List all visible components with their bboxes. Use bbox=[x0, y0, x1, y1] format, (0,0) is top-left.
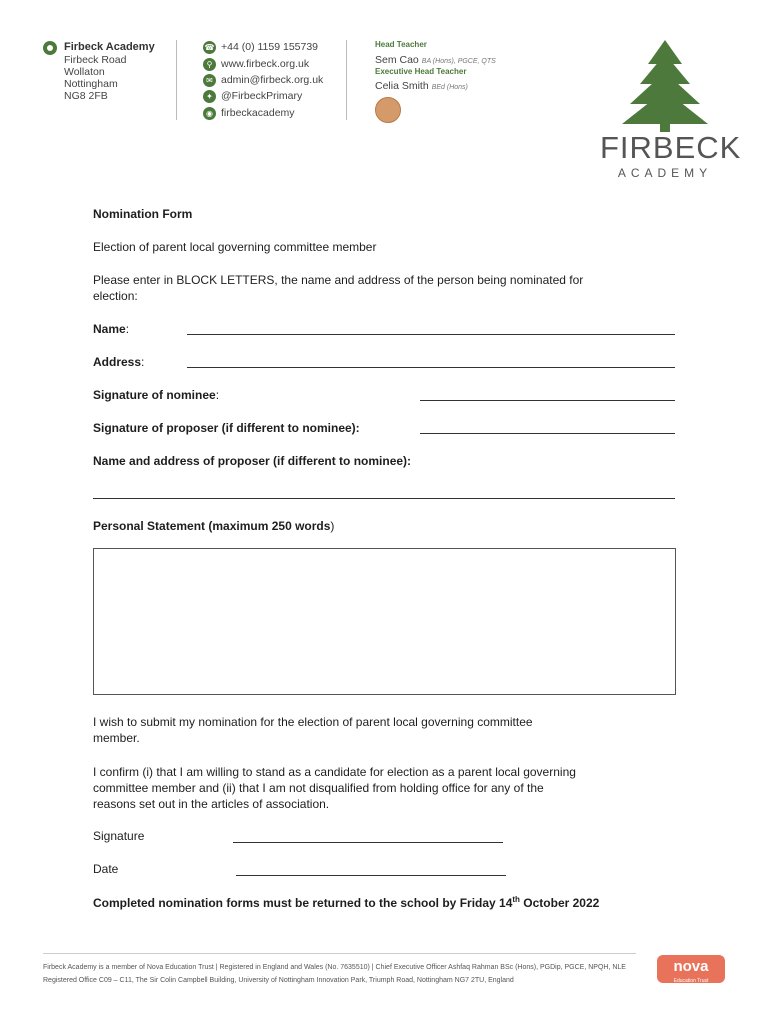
date-line[interactable] bbox=[236, 875, 506, 876]
instructions-line: election: bbox=[93, 289, 138, 303]
return-note bbox=[93, 895, 599, 910]
twitter-handle[interactable]: @FirbeckPrimary bbox=[221, 90, 303, 102]
instagram-icon: ◉ bbox=[203, 107, 216, 120]
instructions-line: Please enter in BLOCK LETTERS, the name and address of the person being nominated for bbox=[93, 273, 584, 287]
submit-line: I wish to submit my nomination for the election of parent local governing committee bbox=[93, 715, 533, 729]
nova-logo bbox=[657, 955, 725, 983]
label-colon: : bbox=[215, 388, 220, 402]
proposer-signature-label: Signature of proposer (if different to nominee): bbox=[93, 421, 360, 435]
phone-icon: ☎ bbox=[204, 43, 215, 52]
exec-head-name: Celia Smith bbox=[375, 80, 429, 92]
date-label: Date bbox=[93, 862, 119, 876]
submit-line: member. bbox=[93, 731, 140, 745]
location-pin-icon bbox=[43, 41, 57, 55]
confirm-line: committee member and (ii) that I am not disqualified from holding office for any of the bbox=[93, 781, 544, 795]
nominee-signature-field-label bbox=[93, 388, 219, 402]
twitter-icon: ✦ bbox=[203, 90, 216, 103]
label-colon: : bbox=[125, 322, 130, 336]
exec-head bbox=[375, 76, 468, 94]
header-divider bbox=[346, 40, 347, 120]
proposer-name-address-label: Name and address of proposer (if different to nominee): bbox=[93, 454, 412, 468]
return-note-text: Completed nomination forms must be returned to the school by Friday 14 bbox=[93, 896, 513, 910]
statement-paren: ) bbox=[330, 519, 335, 533]
head-teacher-role: Head Teacher bbox=[375, 40, 427, 49]
address-label: Address bbox=[93, 355, 142, 369]
exec-head-qual: BEd (Hons) bbox=[431, 84, 468, 91]
name-field-label bbox=[93, 322, 129, 336]
web-icon: ⚲ bbox=[203, 58, 216, 71]
form-title: Nomination Form bbox=[93, 207, 193, 221]
head-teacher-qual: BA (Hons), PGCE, QTS bbox=[421, 58, 496, 65]
logo-subtitle: ACADEMY bbox=[617, 166, 713, 180]
personal-statement-box[interactable] bbox=[93, 548, 676, 695]
signature-line[interactable] bbox=[233, 842, 503, 843]
confirm-line: reasons set out in the articles of association. bbox=[93, 797, 330, 811]
address-input-line[interactable] bbox=[187, 367, 675, 368]
name-input-line[interactable] bbox=[187, 334, 675, 335]
logo-wordmark: FIRBECK bbox=[600, 130, 742, 165]
award-badge-icon bbox=[375, 97, 401, 123]
confirm-line: I confirm (i) that I am willing to stand as a candidate for election as a parent local governing bbox=[93, 765, 576, 779]
footer-line: Firbeck Academy is a member of Nova Education Trust | Registered in England and Wales (No. 7635510) | Chief Executive Officer Ashfaq Rahman BSc (Hons), PGDip, PGCE, NPQH, NLE bbox=[43, 964, 626, 971]
address-line: Nottingham bbox=[64, 78, 118, 90]
signature-label: Signature bbox=[93, 829, 145, 843]
statement-field-label bbox=[93, 519, 334, 533]
footer-divider bbox=[43, 953, 636, 954]
head-teacher-name: Sem Cao bbox=[375, 54, 419, 66]
proposer-name-address-line[interactable] bbox=[93, 498, 675, 499]
return-note-sup: th bbox=[512, 895, 520, 904]
nova-subtitle: Education Trust bbox=[673, 978, 709, 984]
address-field-label bbox=[93, 355, 144, 369]
address-line: Wollaton bbox=[64, 66, 105, 78]
header-divider bbox=[176, 40, 177, 120]
tree-logo-icon bbox=[620, 40, 710, 132]
head-teacher bbox=[375, 50, 496, 68]
email-link[interactable]: admin@firbeck.org.uk bbox=[221, 74, 324, 86]
address-line: NG8 2FB bbox=[64, 90, 108, 102]
nominee-signature-label: Signature of nominee bbox=[93, 388, 216, 402]
statement-label: Personal Statement (maximum 250 words bbox=[93, 519, 331, 533]
return-note-text: October 2022 bbox=[519, 896, 600, 910]
address-line: Firbeck Road bbox=[64, 54, 127, 66]
school-name: Firbeck Academy bbox=[64, 41, 155, 53]
instagram-handle[interactable]: firbeckacademy bbox=[221, 107, 295, 119]
name-label: Name bbox=[93, 322, 126, 336]
email-icon: ✉ bbox=[203, 74, 216, 87]
exec-head-role: Executive Head Teacher bbox=[375, 67, 467, 76]
nova-wordmark: nova bbox=[673, 958, 709, 975]
phone-number: +44 (0) 1159 155739 bbox=[221, 41, 319, 53]
proposer-signature-line[interactable] bbox=[420, 433, 675, 434]
nominee-signature-line[interactable] bbox=[420, 400, 675, 401]
footer-line: Registered Office C09 – C11, The Sir Colin Campbell Building, University of Nottingham Innovation Park, Triumph Road, Nottingham NG7 2TU, England bbox=[43, 977, 514, 984]
label-colon: : bbox=[141, 355, 145, 369]
form-subtitle: Election of parent local governing committee member bbox=[93, 240, 377, 254]
website-link[interactable]: www.firbeck.org.uk bbox=[221, 58, 310, 70]
